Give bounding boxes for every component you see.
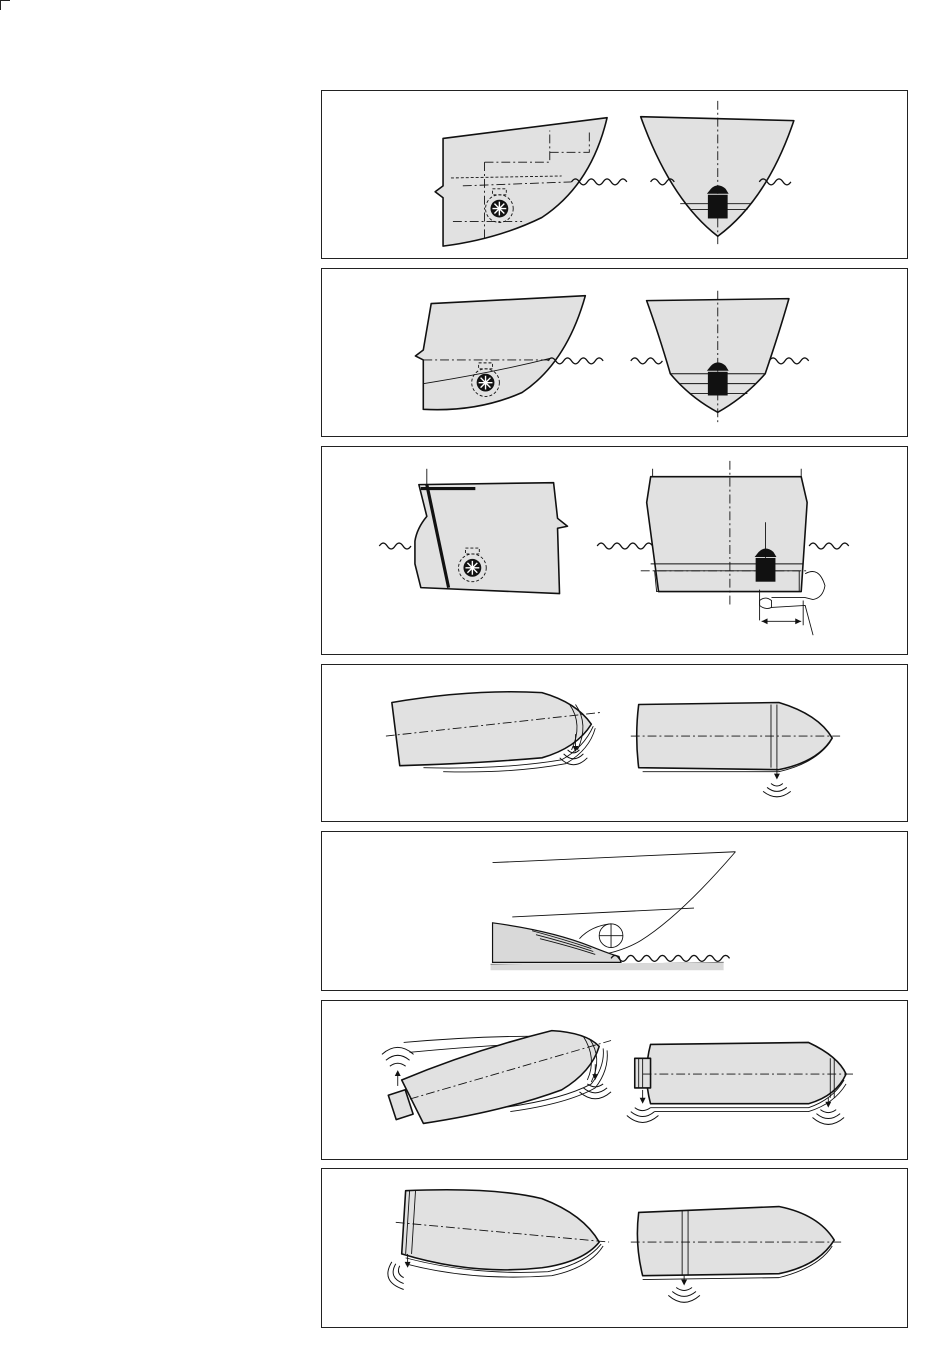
panel-tunnel-detail — [321, 831, 908, 991]
angled-hull — [382, 1031, 611, 1124]
waterline — [379, 543, 411, 549]
tunnel-detail-figure — [322, 832, 907, 990]
straight-hull — [631, 703, 840, 797]
panel-bow-stern-thruster — [321, 1000, 908, 1160]
panel-deep-v-hull — [321, 90, 908, 259]
shallow-hull-figure — [322, 269, 907, 436]
side-view-hull — [415, 296, 603, 410]
waterline — [769, 358, 809, 364]
panel-stern-thruster — [321, 1168, 908, 1328]
crop-mark — [0, 0, 10, 1]
thruster-motor-icon — [707, 185, 729, 218]
thruster-motor-icon — [707, 362, 729, 395]
thrust-signal-icon — [627, 1108, 659, 1123]
flat-hull-figure — [322, 447, 907, 654]
straight-hull — [631, 1207, 842, 1303]
angled-hull — [388, 1190, 609, 1290]
angled-hull — [386, 692, 601, 772]
waterline — [809, 543, 849, 549]
front-view-hull — [597, 461, 849, 635]
panel-shallow-hull — [321, 268, 908, 437]
side-view-hull — [379, 469, 567, 594]
front-view-hull — [641, 101, 794, 246]
front-view-hull — [631, 291, 809, 424]
thrust-signal-icon — [382, 1047, 414, 1066]
straight-hull — [627, 1042, 854, 1124]
panel-top-view-position — [321, 664, 908, 822]
panel-flat-hull — [321, 446, 908, 655]
bow-stern-figure — [322, 1001, 907, 1159]
thrust-signal-icon — [812, 1110, 844, 1125]
thrust-signal-icon — [388, 1262, 404, 1290]
crop-mark — [0, 0, 1, 10]
thrust-signal-icon — [668, 1288, 700, 1303]
waterline — [611, 955, 730, 961]
top-view-position-figure — [322, 665, 907, 821]
thrust-signal-icon — [579, 1084, 611, 1099]
thrust-signal-icon — [763, 783, 791, 796]
side-view-hull — [435, 118, 627, 246]
stern-thruster-figure — [322, 1169, 907, 1327]
deep-v-hull-figure — [322, 91, 907, 258]
waterline — [597, 543, 652, 549]
waterline — [631, 358, 663, 364]
